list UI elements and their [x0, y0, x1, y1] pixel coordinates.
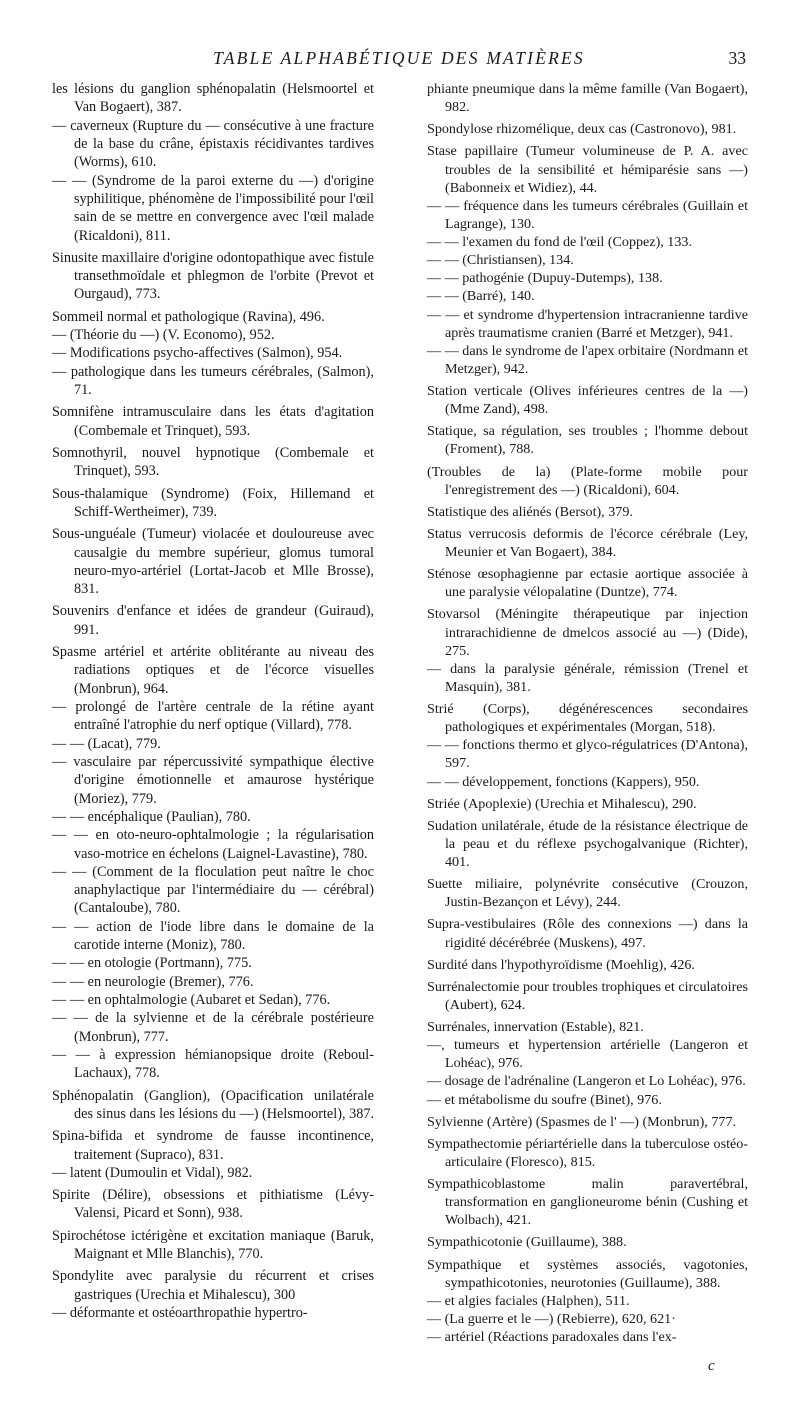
- index-entry: — — en otologie (Portmann), 775.: [52, 955, 252, 972]
- index-entry: — et métabolisme du soufre (Binet), 976.: [427, 1091, 662, 1108]
- index-entry: Strié (Corps), dégénérescences secondaires pathologiques et expérimentales (Morgan, 518).: [427, 701, 748, 736]
- index-entry: — — en neurologie (Bremer), 776.: [52, 973, 254, 990]
- index-entry: — — de la sylvienne et de la cérébrale postérieure (Monbrun), 777.: [52, 1010, 374, 1045]
- index-entry: — — fréquence dans les tumeurs cérébrales (Guillain et Lagrange), 130.: [427, 197, 748, 232]
- index-entry: Souvenirs d'enfance et idées de grandeur (Guiraud), 991.: [52, 603, 374, 638]
- index-entry: — — (Barré), 140.: [427, 288, 535, 305]
- index-entry: Suette miliaire, polynévrite consécutive (Crouzon, Justin-Bezançon et Lévy), 244.: [427, 876, 748, 911]
- index-entry: Sylvienne (Artère) (Spasmes de l' —) (Monbrun), 777.: [427, 1113, 737, 1130]
- index-entry: Sphénopalatin (Ganglion), (Opacification unilatérale des sinus dans les lésions du —) (Helsmoortel), 387.: [52, 1087, 375, 1122]
- index-entry: — — (Christiansen), 134.: [427, 252, 574, 269]
- index-entry: Spondylose rhizomélique, deux cas (Castronovo), 981.: [427, 121, 737, 138]
- index-entry: Sympathicotonie (Guillaume), 388.: [427, 1234, 627, 1251]
- index-entry: Somnothyril, nouvel hypnotique (Combemale et Trinquet), 593.: [52, 444, 374, 480]
- index-column-left: [52, 80, 374, 1322]
- index-entry: — — fonctions thermo et glyco-régulatrices (D'Antona), 597.: [427, 737, 748, 772]
- index-entry: Sous-unguéale (Tumeur) violacée et douloureuse avec causalgie du membre supérieur, glomus tumoral neuro-myo-artériel (Lortat-Jacob et Mlle Brosse), 831.: [52, 526, 374, 598]
- index-entry: — dans la paralysie générale, rémission (Trenel et Masquin), 381.: [427, 660, 748, 695]
- index-entry: — — action de l'iode libre dans le domaine de la carotide interne (Moniz), 780.: [52, 918, 374, 954]
- index-entry: Station verticale (Olives inférieures centres de la —) (Mme Zand), 498.: [427, 383, 748, 418]
- signature-mark: c: [708, 1358, 715, 1374]
- index-entry: — — dans le syndrome de l'apex orbitaire (Nordmann et Metzger), 942.: [427, 342, 748, 377]
- index-entry: Stovarsol (Méningite thérapeutique par injection intrarachidienne de dmelcos associé au —) (Dide), 275.: [427, 606, 748, 659]
- index-entry: — Modifications psycho-affectives (Salmon), 954.: [52, 345, 343, 362]
- index-column-right: [427, 80, 748, 1346]
- index-entry: Spirochétose ictérigène et excitation maniaque (Baruk, Maignant et Mlle Blanchis), 770.: [52, 1227, 374, 1263]
- index-entry: — — (Lacat), 779.: [52, 735, 161, 752]
- index-entry: — dosage de l'adrénaline (Langeron et Lo Lohéac), 976.: [427, 1073, 746, 1090]
- index-entry: —, tumeurs et hypertension artérielle (Langeron et Lohéac), 976.: [427, 1037, 748, 1072]
- index-entry: Sympathectomie périartérielle dans la tuberculose ostéo-articulaire (Floresco), 815.: [427, 1135, 748, 1170]
- index-entry: Sténose œsophagienne par ectasie aortique associée à une paralysie vélopalatine (Duntze), 774.: [427, 566, 748, 601]
- index-entry: — — pathogénie (Dupuy-Dutemps), 138.: [427, 270, 663, 287]
- index-entry: Supra-vestibulaires (Rôle des connexions —) dans la rigidité décérébrée (Muskens), 497.: [427, 916, 748, 951]
- index-entry: — vasculaire par répercussivité sympathique élective d'origine émotionnelle et amaurose hystérique (Moriez), 779.: [52, 753, 374, 807]
- index-entry: — — en ophtalmologie (Aubaret et Sedan), 776.: [52, 992, 331, 1008]
- index-entry: — et algies faciales (Halphen), 511.: [427, 1292, 630, 1309]
- index-entry: Surrénales, innervation (Estable), 821.: [427, 1019, 644, 1035]
- index-entry: — pathologique dans les tumeurs cérébrales, (Salmon), 71.: [52, 363, 374, 398]
- index-entry: phiante pneumique dans la même famille (Van Bogaert), 982.: [427, 81, 748, 116]
- index-entry: Surdité dans l'hypothyroïdisme (Moehlig), 426.: [427, 956, 695, 973]
- index-entry: (Troubles de la) (Plate-forme mobile pour l'enregistrement des —) (Ricaldoni), 604.: [427, 463, 748, 498]
- index-entry: Spondylite avec paralysie du récurrent et crises gastriques (Urechia et Mihalescu), 300: [52, 1268, 374, 1303]
- index-entry: Surrénalectomie pour troubles trophiques et circulatoires (Aubert), 624.: [427, 978, 748, 1013]
- page-number: 33: [728, 48, 746, 68]
- index-entry: Spina-bifida et syndrome de fausse incontinence, traitement (Supraco), 831.: [52, 1128, 374, 1163]
- index-entry: — artériel (Réactions paradoxales dans l'ex-: [427, 1329, 677, 1345]
- index-entry: — — développement, fonctions (Kappers), 950.: [427, 773, 700, 790]
- index-entry: — — encéphalique (Paulian), 780.: [52, 808, 251, 825]
- index-entry: Sympathicoblastome malin paravertébral, transformation en ganglioneurome bénin (Cushing et Wolbach), 421.: [427, 1176, 748, 1229]
- index-entry: Stase papillaire (Tumeur volumineuse de P. A. avec troubles de la sensibilité et hémiparésie sans —) (Babonneix et Widiez), 44.: [427, 143, 748, 196]
- index-entry: — — en oto-neuro-ophtalmologie ; la régularisation vaso-motrice en échelons (Laignel-Lavastine), 780.: [52, 827, 374, 862]
- index-entry: — — (Syndrome de la paroi externe du —) d'origine syphilitique, phénomène de l'impossibilité pour l'œil sain de se mettre en convergence avec l'œil malade (Ricaldoni), 811.: [52, 172, 374, 244]
- index-entry: Sous-thalamique (Syndrome) (Foix, Hillemand et Schiff-Wertheimer), 739.: [52, 485, 374, 520]
- page-header: [52, 48, 746, 76]
- index-entry: — — (Comment de la floculation peut naître le choc anaphylactique par l'intermédiaire du — cérébral) (Cantaloube), 780.: [52, 863, 374, 917]
- index-entry: Status verrucosis deformis de l'écorce cérébrale (Ley, Meunier et Van Bogaert), 384.: [427, 525, 748, 560]
- index-entry: — (La guerre et le —) (Rebierre), 620, 621·: [427, 1310, 676, 1327]
- index-entry: Sinusite maxillaire d'origine odontopathique avec fistule transethmoïdale et phlegmon de l'orbite (Prevot et Ourgaud), 773.: [52, 249, 374, 303]
- index-entry: Statistique des aliénés (Bersot), 379.: [427, 503, 633, 520]
- index-entry: Sudation unilatérale, étude de la résistance électrique de la peau et du réflexe psychogalvanique (Richter), 401.: [427, 817, 748, 870]
- index-entry: Statique, sa régulation, ses troubles ; l'homme debout (Froment), 788.: [427, 423, 748, 458]
- index-entry: — prolongé de l'artère centrale de la rétine ayant entraîné l'atrophie du nerf optique (Villard), 778.: [52, 699, 374, 734]
- index-entry: — latent (Dumoulin et Vidal), 982.: [52, 1164, 253, 1181]
- index-entry: — — l'examen du fond de l'œil (Coppez), 133.: [427, 234, 692, 250]
- index-entry: — déformante et ostéoarthropathie hypertro-: [52, 1305, 308, 1321]
- index-entry: — (Théorie du —) (V. Economo), 952.: [52, 327, 275, 344]
- index-entry: — — et syndrome d'hypertension intracranienne tardive après traumatisme cranien (Barré et Metzger), 941.: [427, 306, 748, 341]
- index-entry: Spasme artériel et artérite oblitérante au niveau des radiations optiques et de l'écorce visuelles (Monbrun), 964.: [52, 644, 374, 697]
- index-entry: Somnifène intramusculaire dans les états d'agitation (Combemale et Trinquet), 593.: [52, 404, 374, 439]
- index-entry: — caverneux (Rupture du — consécutive à une fracture de la base du crâne, épistaxis récidivantes tardives (Worms), 610.: [52, 117, 374, 171]
- index-entry: Striée (Apoplexie) (Urechia et Mihalescu), 290.: [427, 795, 697, 812]
- index-entry: les lésions du ganglion sphénopalatin (Helsmoortel et Van Bogaert), 387.: [52, 81, 374, 116]
- index-entry: Sommeil normal et pathologique (Ravina), 496.: [52, 308, 325, 325]
- index-entry: — — à expression hémianopsique droite (Reboul-Lachaux), 778.: [52, 1046, 374, 1082]
- running-title: TABLE ALPHABÉTIQUE DES MATIÈRES: [213, 48, 585, 68]
- index-entry: Sympathique et systèmes associés, vagotonies, sympathicotonies, neurotonies (Guillaume), 388.: [427, 1256, 748, 1291]
- index-entry: Spirite (Délire), obsessions et pithiatisme (Lévy-Valensi, Picard et Sonn), 938.: [52, 1187, 374, 1222]
